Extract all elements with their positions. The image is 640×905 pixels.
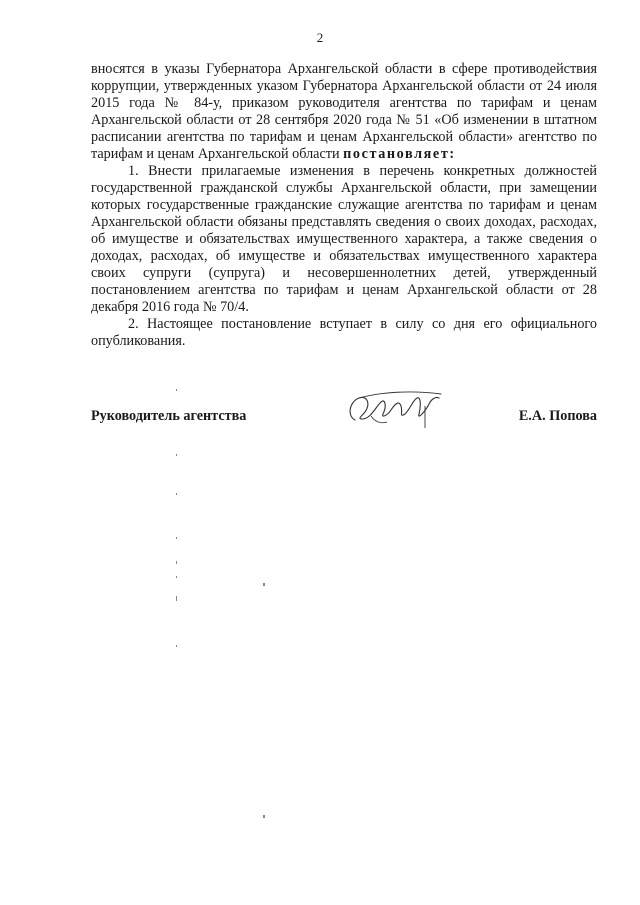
signatory-name: Е.А. Попова [518,408,597,424]
scan-speck [263,583,265,586]
paragraph-item-2: 2. Настоящее постановление вступает в силу со дня его официального опубликования. [91,316,597,349]
scan-speck [176,389,177,391]
paragraph-preamble [91,61,597,163]
signature-block [91,408,597,432]
scan-speck [176,493,177,495]
scan-speck [176,561,177,564]
scan-speck [176,537,177,539]
scan-speck [176,576,177,578]
document-body [91,61,597,350]
handwritten-signature [341,386,451,432]
page-number: 2 [316,30,324,45]
resolution-keyword: постановляет: [343,146,456,162]
scan-speck [176,454,177,456]
scan-speck [176,645,177,647]
preamble-text: вносятся в указы Губернатора Архангельской области в сфере противодействия коррупции, утвержденных указом Губернатора Архангельской области от 24 июля 2015 года № 84-у, приказом руководителя агентства по тарифам и ценам Архангельской области от 28 сентября 2020 года № 51 «Об изменении в штатном расписании агентства по тарифам и ценам Архангельской области» агентство по тарифам и ценам Архангельской области [91,61,597,162]
paragraph-item-1: 1. Внести прилагаемые изменения в перечень конкретных должностей государственной гражданской службы Архангельской области, при замещении которых государственные гражданские служащие агентства по тарифам и ценам Архангельской области обязаны представлять сведения о своих доходах, расходах, об имуществе и обязательствах имущественного характера, а также сведения о доходах, расходах, об имуществе и обязательствах имущественного характера своих супруги (супруга) и несовершеннолетних детей, утвержденный постановлением агентства по тарифам и ценам Архангельской области от 28 декабря 2016 года № 70/4. [91,163,597,315]
scan-speck [263,815,265,818]
scan-speck [176,596,177,601]
signatory-title: Руководитель агентства [91,408,247,424]
